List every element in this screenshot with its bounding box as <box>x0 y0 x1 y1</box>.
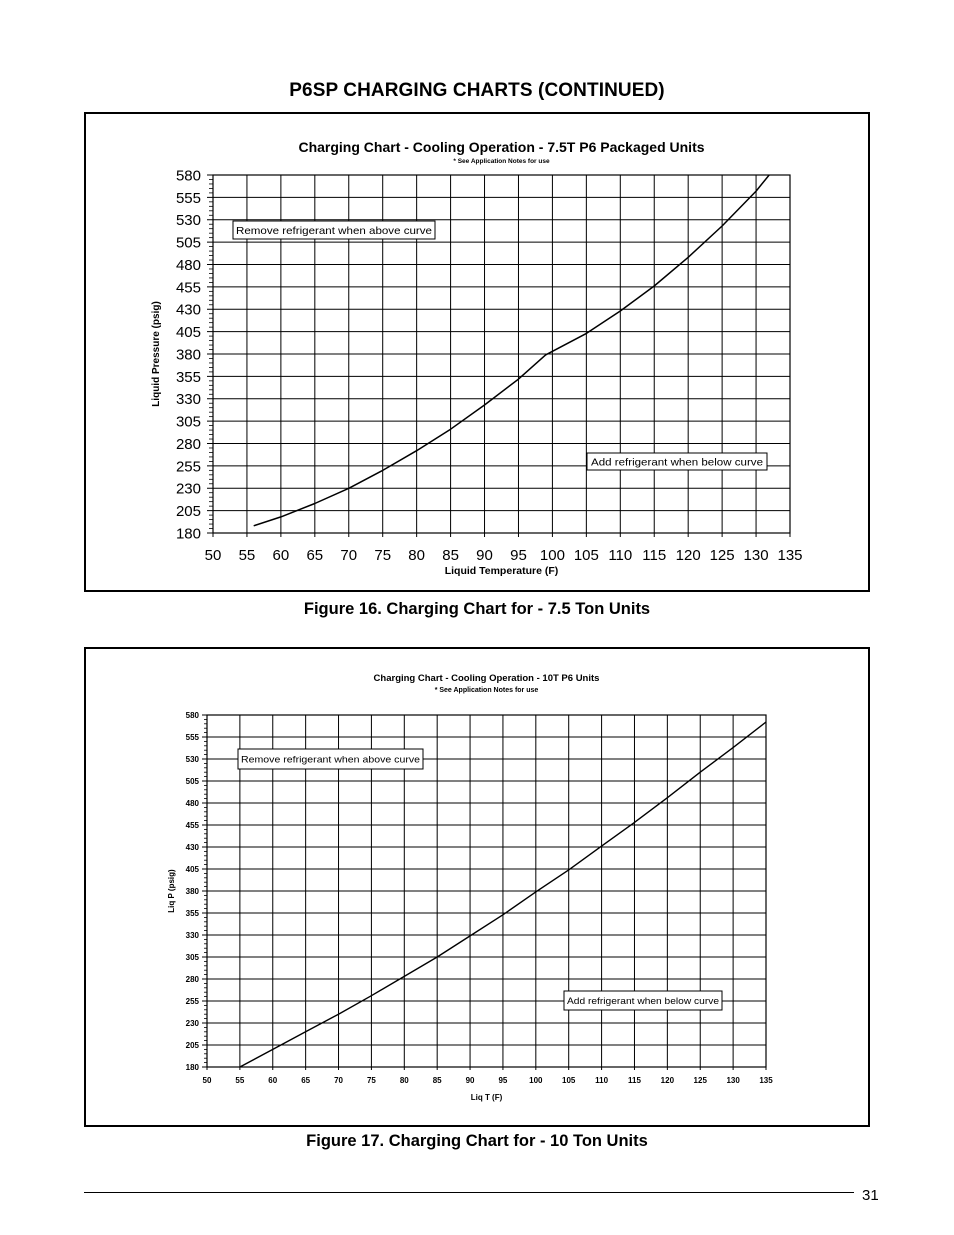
x-tick-label: 105 <box>562 1076 576 1085</box>
chart-7-5-ton <box>86 114 872 594</box>
x-axis-label: Liq T (F) <box>470 1093 503 1102</box>
x-tick-label: 120 <box>675 547 701 564</box>
y-tick-label: 180 <box>175 525 201 543</box>
y-tick-label: 305 <box>185 952 199 962</box>
y-tick-label: 405 <box>175 324 201 342</box>
x-tick-label: 80 <box>408 547 425 564</box>
page-number: 31 <box>862 1187 879 1204</box>
x-tick-label: 90 <box>465 1076 475 1085</box>
chart-subtitle: * See Application Notes for use <box>453 158 550 165</box>
y-tick-label: 205 <box>175 503 201 521</box>
y-tick-label: 430 <box>175 301 201 319</box>
x-tick-label: 95 <box>498 1076 508 1085</box>
y-tick-label: 380 <box>175 346 201 364</box>
y-tick-label: 455 <box>175 279 201 297</box>
chart-subtitle: * See Application Notes for use <box>434 687 539 694</box>
y-tick-label: 230 <box>175 480 201 498</box>
y-tick-label: 180 <box>185 1062 199 1072</box>
annotation-text: Remove refrigerant when above curve <box>241 754 420 766</box>
y-tick-label: 330 <box>185 930 199 940</box>
x-tick-label: 100 <box>539 547 565 564</box>
x-tick-label: 110 <box>608 547 633 564</box>
y-tick-label: 255 <box>175 458 201 476</box>
x-tick-label: 100 <box>529 1076 543 1085</box>
footer-rule <box>84 1192 854 1193</box>
x-tick-label: 60 <box>272 547 290 564</box>
y-tick-label: 305 <box>175 413 201 431</box>
chart-title: Charging Chart - Cooling Operation - 10T P6 Units <box>373 673 600 684</box>
y-tick-label: 280 <box>175 435 201 453</box>
x-tick-label: 55 <box>238 547 256 564</box>
y-tick-label: 455 <box>185 820 199 830</box>
y-tick-label: 255 <box>185 996 199 1006</box>
figure-17-caption: Figure 17. Charging Chart for - 10 Ton Units <box>306 1132 648 1150</box>
y-tick-label: 380 <box>185 886 199 896</box>
y-tick-label: 505 <box>185 776 199 786</box>
y-tick-label: 580 <box>175 167 201 185</box>
y-tick-label: 230 <box>185 1018 199 1028</box>
x-tick-label: 90 <box>476 547 493 564</box>
x-tick-label: 75 <box>374 547 392 564</box>
page-heading: P6SP CHARGING CHARTS (CONTINUED) <box>289 80 665 101</box>
x-tick-label: 135 <box>777 547 803 564</box>
x-tick-label: 115 <box>642 547 667 564</box>
y-tick-label: 205 <box>185 1040 199 1050</box>
y-tick-label: 330 <box>175 391 201 409</box>
y-tick-label: 280 <box>185 974 199 984</box>
x-tick-label: 75 <box>366 1076 376 1085</box>
annotation-text: Add refrigerant when below curve <box>591 456 764 469</box>
y-tick-label: 355 <box>185 908 199 918</box>
y-tick-label: 530 <box>175 212 201 230</box>
x-tick-label: 70 <box>334 1076 343 1085</box>
x-tick-label: 55 <box>235 1076 245 1085</box>
y-tick-label: 555 <box>185 732 199 742</box>
y-tick-label: 355 <box>175 368 201 386</box>
x-tick-label: 125 <box>709 547 735 564</box>
y-axis-label: Liquid Pressure (psig) <box>151 301 162 407</box>
x-tick-label: 85 <box>432 1076 442 1085</box>
y-tick-label: 530 <box>185 754 199 764</box>
x-tick-label: 115 <box>628 1076 641 1085</box>
x-tick-label: 60 <box>268 1076 278 1085</box>
y-tick-label: 430 <box>185 842 199 852</box>
x-tick-label: 130 <box>743 547 769 564</box>
x-tick-label: 85 <box>442 547 459 564</box>
chart-10-ton <box>86 649 872 1129</box>
chart-frame-7-5-ton <box>84 112 870 592</box>
x-tick-label: 65 <box>306 547 324 564</box>
y-axis-label: Liq P (psig) <box>167 869 176 913</box>
x-axis-label: Liquid Temperature (F) <box>444 565 559 577</box>
y-tick-label: 480 <box>185 798 199 808</box>
x-tick-label: 110 <box>595 1076 609 1085</box>
x-tick-label: 80 <box>399 1076 409 1085</box>
chart-frame-10-ton <box>84 647 870 1127</box>
x-tick-label: 130 <box>726 1076 740 1085</box>
chart-title: Charging Chart - Cooling Operation - 7.5T P6 Packaged Units <box>298 139 705 155</box>
x-tick-label: 95 <box>510 547 527 564</box>
x-tick-label: 65 <box>301 1076 311 1085</box>
y-tick-label: 580 <box>185 710 199 720</box>
y-tick-label: 405 <box>185 864 199 874</box>
annotation-text: Remove refrigerant when above curve <box>236 224 433 237</box>
y-tick-label: 555 <box>175 189 201 207</box>
y-tick-label: 505 <box>175 234 201 252</box>
x-tick-label: 120 <box>660 1076 675 1085</box>
x-tick-label: 50 <box>202 1076 212 1085</box>
y-tick-label: 480 <box>175 256 201 274</box>
x-tick-label: 50 <box>204 547 222 564</box>
figure-16-caption: Figure 16. Charging Chart for - 7.5 Ton Units <box>303 600 651 618</box>
x-tick-label: 125 <box>693 1076 707 1085</box>
x-tick-label: 70 <box>340 547 358 564</box>
x-tick-label: 135 <box>759 1076 773 1085</box>
x-tick-label: 105 <box>573 547 599 564</box>
annotation-text: Add refrigerant when below curve <box>567 995 719 1007</box>
